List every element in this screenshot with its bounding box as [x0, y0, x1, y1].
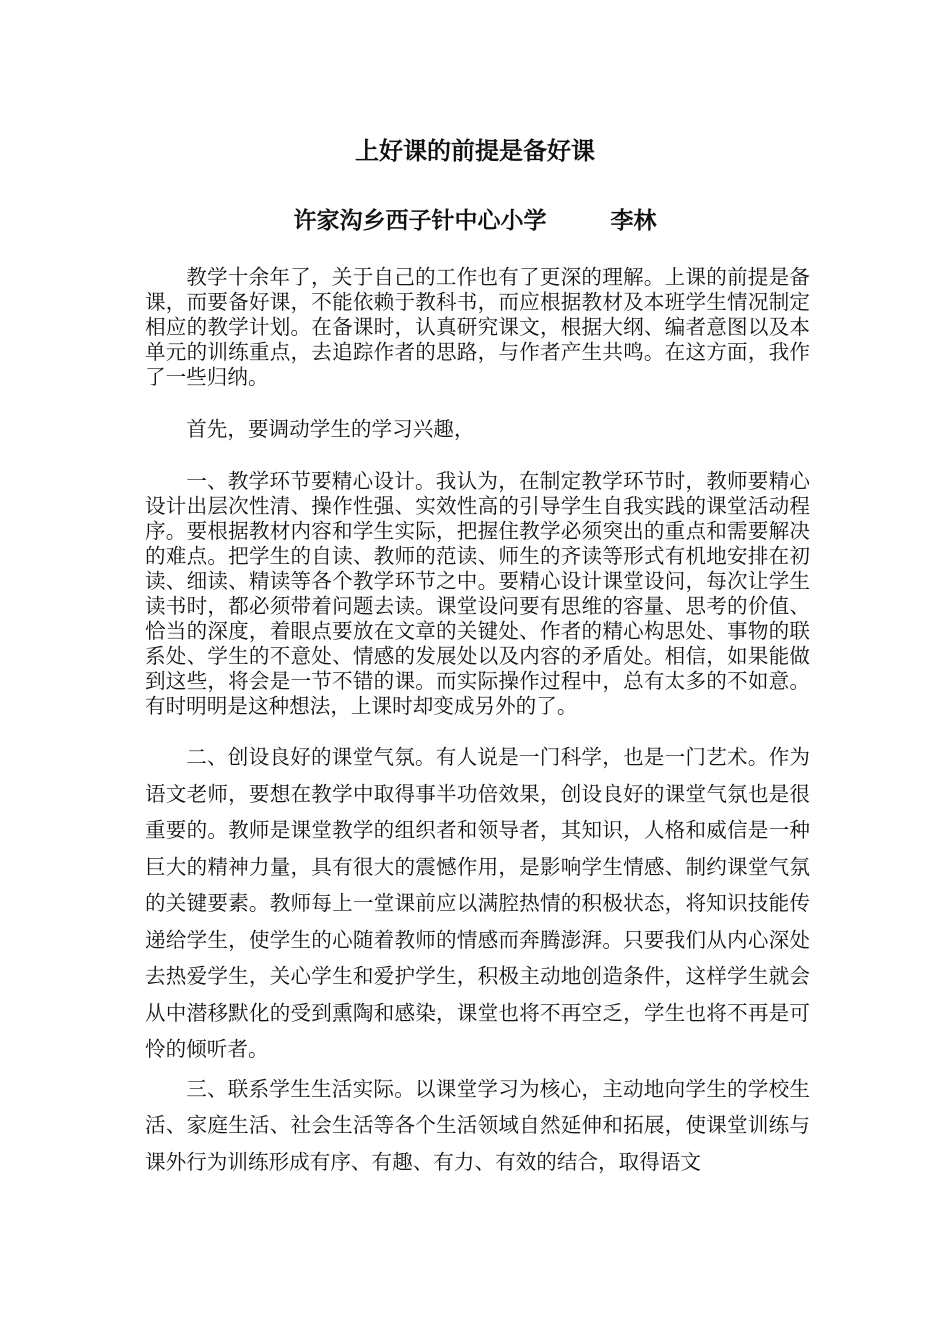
- paragraph-section-three: 三、联系学生生活实际。以课堂学习为核心，主动地向学生的学校生活、家庭生活、社会生活等各个生活领域自然延伸和拓展，使课堂训练与课外行为训练形成有序、有趣、有力、有效的结合，取得语文: [145, 1076, 810, 1174]
- paragraph-first: 首先，要调动学生的学习兴趣，: [186, 417, 475, 441]
- paragraph-section-one: 一、教学环节要精心设计。我认为，在制定教学环节时，教师要精心设计出层次性清、操作性强、实效性高的引导学生自我实践的课堂活动程序。要根据教材内容和学生实际，把握住教学必须突出的重点和需要解决的难点。把学生的自读、教师的范读、师生的齐读等形式有机地安排在初读、细读、精读等各个教学环节之中。要精心设计课堂设问，每次让学生读书时，都必须带着问题去读。课堂设问要有思维的容量、思考的价值、恰当的深度，着眼点要放在文章的关键处、作者的精心构思处、事物的联系处、学生的不意处、情感的发展处以及内容的矛盾处。相信，如果能做到这些，将会是一节不错的课。而实际操作过程中，总有太多的不如意。有时明明是这种想法，上课时却变成另外的了。: [145, 469, 810, 718]
- paragraph-section-two: 二、创设良好的课堂气氛。有人说是一门科学，也是一门艺术。作为语文老师，要想在教学中取得事半功倍效果，创设良好的课堂气氛也是很重要的。教师是课堂教学的组织者和领导者，其知识，人格和威信是一种巨大的精神力量，具有很大的震憾作用，是影响学生情感、制约课堂气氛的关键要素。教师每上一堂课前应以满腔热情的积极状态，将知识技能传递给学生，使学生的心随着教师的情感而奔腾澎湃。只要我们从内心深处去热爱学生，关心学生和爱护学生，积极主动地创造条件，这样学生就会从中潜移默化的受到熏陶和感染，课堂也将不再空乏，学生也将不再是可怜的倾听者。: [145, 745, 810, 1061]
- author-byline: 许家沟乡西子针中心小学 李林: [293, 207, 657, 234]
- paragraph-intro: 教学十余年了，关于自己的工作也有了更深的理解。上课的前提是备课，而要备好课，不能依赖于教科书，而应根据教材及本班学生情况制定相应的教学计划。在备课时，认真研究课文，根据大纲、编者意图以及本单元的训练重点，去追踪作者的思路，与作者产生共鸣。在这方面，我作了一些归纳。: [145, 265, 810, 389]
- document-title: 上好课的前提是备好课: [355, 136, 595, 165]
- document-body: [145, 265, 810, 1180]
